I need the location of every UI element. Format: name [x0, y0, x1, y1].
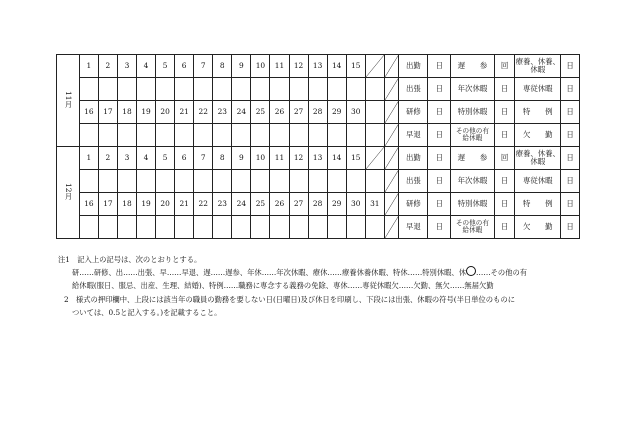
category-a-label: 出張 [399, 78, 428, 101]
stamp-cell[interactable] [156, 216, 175, 239]
unit-day: 日 [561, 170, 580, 193]
category-a-label: 研修 [399, 101, 428, 124]
month-row [57, 216, 580, 239]
attendance-table-wrap [56, 54, 580, 239]
day-number: 15 [346, 55, 365, 78]
stamp-cell[interactable] [194, 216, 213, 239]
unit-day: 日 [561, 124, 580, 147]
stamp-cell[interactable] [232, 170, 251, 193]
day-number: 20 [156, 101, 175, 124]
diagonal-cell [365, 147, 384, 170]
unit-day: 日 [428, 124, 451, 147]
unit-b: 日 [494, 78, 515, 101]
stamp-cell[interactable] [270, 124, 289, 147]
unit-day: 日 [561, 78, 580, 101]
day-number: 14 [327, 55, 346, 78]
month-label-cell [57, 55, 80, 147]
stamp-cell[interactable] [327, 78, 346, 101]
diagonal-cell [384, 216, 399, 239]
category-c-label: 欠 勤 [515, 216, 561, 239]
stamp-cell[interactable] [251, 216, 270, 239]
stamp-cell[interactable] [289, 78, 308, 101]
unit-b: 回 [494, 55, 515, 78]
stamp-cell[interactable] [117, 124, 136, 147]
stamp-cell[interactable] [251, 170, 270, 193]
day-number: 9 [232, 55, 251, 78]
stamp-cell[interactable] [327, 124, 346, 147]
stamp-cell[interactable] [270, 216, 289, 239]
month-row [57, 170, 580, 193]
category-c-label: 欠 勤 [515, 124, 561, 147]
stamp-cell[interactable] [175, 216, 194, 239]
category-b-label: 年次休暇 [451, 78, 495, 101]
stamp-cell[interactable] [137, 216, 156, 239]
day-number: 20 [156, 193, 175, 216]
category-c-label: 特 例 [515, 193, 561, 216]
stamp-cell[interactable] [232, 78, 251, 101]
unit-b: 日 [494, 101, 515, 124]
day-number: 5 [156, 147, 175, 170]
category-b-label: その他の有給休暇 [451, 216, 495, 239]
day-number: 1 [79, 147, 98, 170]
stamp-cell[interactable] [308, 170, 327, 193]
day-number: 17 [98, 101, 117, 124]
day-number: 31 [365, 193, 384, 216]
diagonal-cell [384, 78, 399, 101]
day-number: 18 [117, 193, 136, 216]
unit-day: 日 [561, 55, 580, 78]
unit-day: 日 [561, 147, 580, 170]
day-number: 16 [79, 101, 98, 124]
stamp-cell[interactable] [365, 170, 384, 193]
note-1-line-1b: ……その他の有 [476, 268, 528, 278]
notes [58, 253, 588, 319]
diagonal-cell [384, 101, 399, 124]
stamp-cell[interactable] [346, 78, 365, 101]
stamp-cell[interactable] [251, 124, 270, 147]
month-row [57, 193, 580, 216]
stamp-cell[interactable] [98, 216, 117, 239]
attendance-table [56, 54, 580, 239]
stamp-cell[interactable] [308, 216, 327, 239]
day-number: 9 [232, 147, 251, 170]
diagonal-cell [384, 193, 399, 216]
stamp-cell[interactable] [137, 78, 156, 101]
stamp-cell[interactable] [79, 216, 98, 239]
day-number: 17 [98, 193, 117, 216]
diagonal-line [366, 147, 384, 169]
unit-b: 日 [494, 170, 515, 193]
stamp-cell[interactable] [213, 124, 232, 147]
circle-mark [466, 266, 476, 276]
stamp-cell[interactable] [232, 124, 251, 147]
stamp-cell[interactable] [194, 124, 213, 147]
unit-day: 日 [428, 101, 451, 124]
stamp-cell[interactable] [117, 170, 136, 193]
unit-day: 日 [428, 78, 451, 101]
stamp-cell[interactable] [365, 124, 384, 147]
stamp-cell[interactable] [251, 78, 270, 101]
stamp-cell[interactable] [213, 78, 232, 101]
stamp-cell[interactable] [365, 78, 384, 101]
stamp-cell[interactable] [117, 78, 136, 101]
stamp-cell[interactable] [308, 78, 327, 101]
day-number: 8 [213, 55, 232, 78]
note-1-line-1a: 研……研修、出……出張、早……早退、遅……遅参、年休……年次休暇、療休……療養休養休暇、特休……特別休暇、休 [72, 268, 467, 278]
day-number: 8 [213, 147, 232, 170]
month-label: 12月 [63, 183, 73, 200]
category-a-label: 研修 [399, 193, 428, 216]
category-a-label: 出勤 [399, 55, 428, 78]
day-number: 10 [251, 55, 270, 78]
day-number: 28 [308, 193, 327, 216]
stamp-cell[interactable] [346, 124, 365, 147]
day-number: 6 [175, 147, 194, 170]
stamp-cell[interactable] [289, 124, 308, 147]
diagonal-line [385, 78, 399, 100]
diagonal-line [385, 124, 399, 146]
stamp-cell[interactable] [194, 170, 213, 193]
day-number: 7 [194, 147, 213, 170]
stamp-cell[interactable] [289, 216, 308, 239]
day-number: 13 [308, 147, 327, 170]
day-number: 23 [213, 101, 232, 124]
day-number: 18 [117, 101, 136, 124]
stamp-cell[interactable] [327, 216, 346, 239]
stamp-cell[interactable] [327, 170, 346, 193]
unit-day: 日 [561, 216, 580, 239]
note-2-line-2: ついては、0.5と記入する。)を記載すること。 [72, 307, 222, 317]
category-c-label: 専従休暇 [515, 78, 561, 101]
unit-b: 日 [494, 124, 515, 147]
stamp-cell[interactable] [98, 170, 117, 193]
day-number: 11 [270, 55, 289, 78]
category-a-label: 早退 [399, 216, 428, 239]
stamp-cell[interactable] [308, 124, 327, 147]
category-b-label: 遅 参 [451, 147, 495, 170]
day-number: 14 [327, 147, 346, 170]
day-number: 21 [175, 193, 194, 216]
unit-day: 日 [428, 216, 451, 239]
diagonal-line [385, 216, 399, 238]
day-number: 3 [117, 147, 136, 170]
day-number: 4 [137, 147, 156, 170]
day-number: 30 [346, 193, 365, 216]
stamp-cell[interactable] [175, 124, 194, 147]
category-b-label: 特別休暇 [451, 193, 495, 216]
category-b-label: その他の有給休暇 [451, 124, 495, 147]
diagonal-line [385, 101, 399, 123]
day-number: 27 [289, 101, 308, 124]
day-number: 24 [232, 101, 251, 124]
stamp-cell[interactable] [79, 78, 98, 101]
day-number: 22 [194, 193, 213, 216]
day-number: 29 [327, 101, 346, 124]
category-c-label: 療養、休養、休暇 [515, 147, 561, 170]
note-2-line-1: 2 様式の押印欄中、上段には該当年の職員の勤務を要しない日(日曜日)及び休日を印刷し、下段には出張、休暇の符号(半日単位のものに [64, 294, 515, 304]
day-number: 22 [194, 101, 213, 124]
note-1-line-2: 給休暇(服日、服忌、出産、生理、結婚)、特例……職務に専念する義務の免除、専休……専従休暇欠……欠勤、無欠……無届欠勤 [72, 281, 494, 291]
category-b-label: 遅 参 [451, 55, 495, 78]
stamp-cell[interactable] [98, 78, 117, 101]
day-number: 16 [79, 193, 98, 216]
day-number: 29 [327, 193, 346, 216]
stamp-cell[interactable] [365, 216, 384, 239]
category-b-label: 年次休暇 [451, 170, 495, 193]
diagonal-cell [384, 55, 399, 78]
day-number: 19 [137, 101, 156, 124]
day-number: 2 [98, 55, 117, 78]
month-row [57, 124, 580, 147]
unit-day: 日 [561, 101, 580, 124]
unit-day: 日 [561, 193, 580, 216]
diagonal-line [366, 55, 384, 77]
day-number: 25 [251, 193, 270, 216]
month-row [57, 147, 580, 170]
category-c-label: 専従休暇 [515, 170, 561, 193]
note-1-heading: 注1 記入上の記号は、次のとおりとする。 [58, 255, 202, 264]
category-c-label: 特 例 [515, 101, 561, 124]
day-number: 2 [98, 147, 117, 170]
month-label: 11月 [63, 91, 73, 108]
unit-b: 日 [494, 193, 515, 216]
day-number: 4 [137, 55, 156, 78]
stamp-cell[interactable] [270, 78, 289, 101]
category-a-label: 出勤 [399, 147, 428, 170]
stamp-cell[interactable] [137, 124, 156, 147]
day-number [365, 101, 384, 124]
stamp-cell[interactable] [289, 170, 308, 193]
stamp-cell[interactable] [270, 170, 289, 193]
diagonal-cell [384, 124, 399, 147]
stamp-cell[interactable] [232, 216, 251, 239]
diagonal-line [385, 147, 399, 169]
day-number: 21 [175, 101, 194, 124]
day-number: 12 [289, 147, 308, 170]
day-number: 23 [213, 193, 232, 216]
day-number: 10 [251, 147, 270, 170]
diagonal-cell [384, 147, 399, 170]
stamp-cell[interactable] [213, 216, 232, 239]
diagonal-line [385, 193, 399, 215]
note-1-line-1 [58, 266, 588, 279]
day-number: 26 [270, 101, 289, 124]
stamp-cell[interactable] [346, 216, 365, 239]
stamp-cell[interactable] [98, 124, 117, 147]
day-number: 11 [270, 147, 289, 170]
day-number: 26 [270, 193, 289, 216]
diagonal-line [385, 55, 399, 77]
stamp-cell[interactable] [175, 78, 194, 101]
day-number: 3 [117, 55, 136, 78]
day-number: 27 [289, 193, 308, 216]
day-number: 5 [156, 55, 175, 78]
stamp-cell[interactable] [117, 216, 136, 239]
unit-day: 日 [428, 55, 451, 78]
unit-b: 回 [494, 147, 515, 170]
day-number: 1 [79, 55, 98, 78]
stamp-cell[interactable] [175, 170, 194, 193]
day-number: 15 [346, 147, 365, 170]
stamp-cell[interactable] [156, 124, 175, 147]
month-row [57, 78, 580, 101]
day-number: 25 [251, 101, 270, 124]
month-label-cell [57, 147, 80, 239]
category-a-label: 早退 [399, 124, 428, 147]
day-number: 13 [308, 55, 327, 78]
unit-b: 日 [494, 216, 515, 239]
stamp-cell[interactable] [137, 170, 156, 193]
category-c-label: 療養、休養、休暇 [515, 55, 561, 78]
stamp-cell[interactable] [346, 170, 365, 193]
day-number: 28 [308, 101, 327, 124]
month-row [57, 55, 580, 78]
day-number: 6 [175, 55, 194, 78]
stamp-cell[interactable] [79, 124, 98, 147]
diagonal-cell [365, 55, 384, 78]
stamp-cell[interactable] [79, 170, 98, 193]
diagonal-cell [384, 170, 399, 193]
day-number: 24 [232, 193, 251, 216]
diagonal-line [385, 170, 399, 192]
month-row [57, 101, 580, 124]
unit-day: 日 [428, 170, 451, 193]
category-b-label: 特別休暇 [451, 101, 495, 124]
day-number: 7 [194, 55, 213, 78]
day-number: 12 [289, 55, 308, 78]
unit-day: 日 [428, 147, 451, 170]
unit-day: 日 [428, 193, 451, 216]
stamp-cell[interactable] [213, 170, 232, 193]
stamp-cell[interactable] [194, 78, 213, 101]
day-number: 19 [137, 193, 156, 216]
category-a-label: 出張 [399, 170, 428, 193]
stamp-cell[interactable] [156, 78, 175, 101]
day-number: 30 [346, 101, 365, 124]
stamp-cell[interactable] [156, 170, 175, 193]
